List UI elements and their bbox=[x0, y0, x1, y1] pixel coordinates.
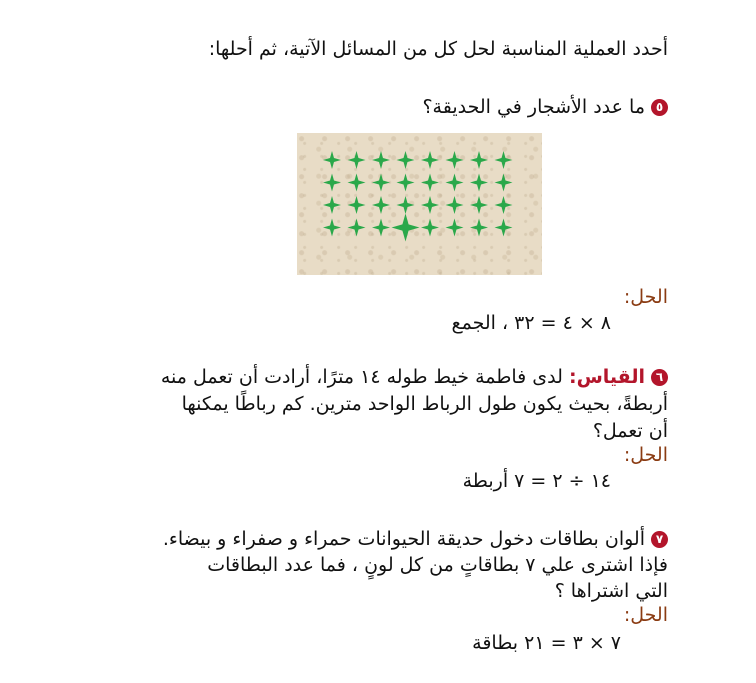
tree-star bbox=[372, 151, 390, 169]
trees-figure bbox=[297, 133, 542, 275]
tree-star bbox=[348, 174, 366, 192]
problem-6-topic: القياس: bbox=[568, 366, 645, 388]
problem-5-answer: ٨ × ٤ = ٣٢ ، الجمع bbox=[451, 312, 611, 334]
tree-star bbox=[372, 196, 390, 214]
tree-star bbox=[372, 219, 390, 237]
tree-star bbox=[348, 196, 366, 214]
tree-star bbox=[323, 196, 341, 214]
problem-7-line-3: التي اشتراها ؟ bbox=[554, 580, 668, 602]
tree-star bbox=[470, 151, 488, 169]
problem-6-answer: ١٤ ÷ ٢ = ٧ أربطة bbox=[462, 470, 611, 492]
tree-star bbox=[421, 196, 439, 214]
tree-star bbox=[397, 151, 415, 169]
problem-7-text-1: ألوان بطاقات دخول حديقة الحيوانات حمراء و صفراء و بيضاء. bbox=[162, 528, 645, 550]
tree-star bbox=[470, 174, 488, 192]
tree-star bbox=[323, 151, 341, 169]
problem-6-line-2: أربطةً، بحيث يكون طول الرباط الواحد مترين. كم رباطًا يمكنها bbox=[181, 393, 668, 415]
tree-star bbox=[446, 174, 464, 192]
tree-star bbox=[323, 219, 341, 237]
problem-7-answer: ٧ × ٣ = ٢١ بطاقة bbox=[472, 632, 621, 654]
tree-star bbox=[372, 174, 390, 192]
tree-star bbox=[421, 219, 439, 237]
tree-star bbox=[495, 196, 513, 214]
problem-6-line-1 bbox=[161, 364, 668, 390]
problem-7-solution-label: الحل: bbox=[623, 604, 668, 626]
tree-star bbox=[348, 151, 366, 169]
problem-7-badge: ٧ bbox=[651, 531, 668, 548]
tree-star bbox=[348, 219, 366, 237]
tree-star bbox=[323, 174, 341, 192]
tree-star bbox=[446, 151, 464, 169]
tree-star bbox=[446, 196, 464, 214]
problem-5-solution-label: الحل: bbox=[623, 286, 668, 308]
star-grid bbox=[297, 133, 542, 275]
problem-6-solution-label: الحل: bbox=[623, 444, 668, 466]
problem-6-line-3: أن تعمل؟ bbox=[592, 420, 668, 442]
problem-7-line-2: فإذا اشترى علي ٧ بطاقاتٍ من كل لونٍ ، فما عدد البطاقات bbox=[207, 554, 668, 576]
tree-star bbox=[421, 151, 439, 169]
tree-star bbox=[495, 219, 513, 237]
tree-star bbox=[495, 174, 513, 192]
problem-6-badge: ٦ bbox=[651, 369, 668, 386]
tree-star bbox=[421, 174, 439, 192]
tree-star bbox=[397, 196, 415, 214]
tree-star bbox=[470, 219, 488, 237]
problem-5-question-line bbox=[422, 94, 668, 120]
tree-star bbox=[495, 151, 513, 169]
instructions: أحدد العملية المناسبة لحل كل من المسائل الآتية، ثم أحلها: bbox=[208, 38, 668, 60]
tree-star bbox=[446, 219, 464, 237]
problem-7-line-1 bbox=[163, 526, 668, 552]
problem-5-badge: ٥ bbox=[651, 99, 668, 116]
tree-star bbox=[392, 214, 420, 242]
tree-star bbox=[470, 196, 488, 214]
problem-5-question: ما عدد الأشجار في الحديقة؟ bbox=[422, 96, 645, 118]
tree-star bbox=[397, 174, 415, 192]
problem-6-text-1: لدى فاطمة خيط طوله ١٤ مترًا، أرادت أن تعمل منه bbox=[160, 366, 563, 388]
